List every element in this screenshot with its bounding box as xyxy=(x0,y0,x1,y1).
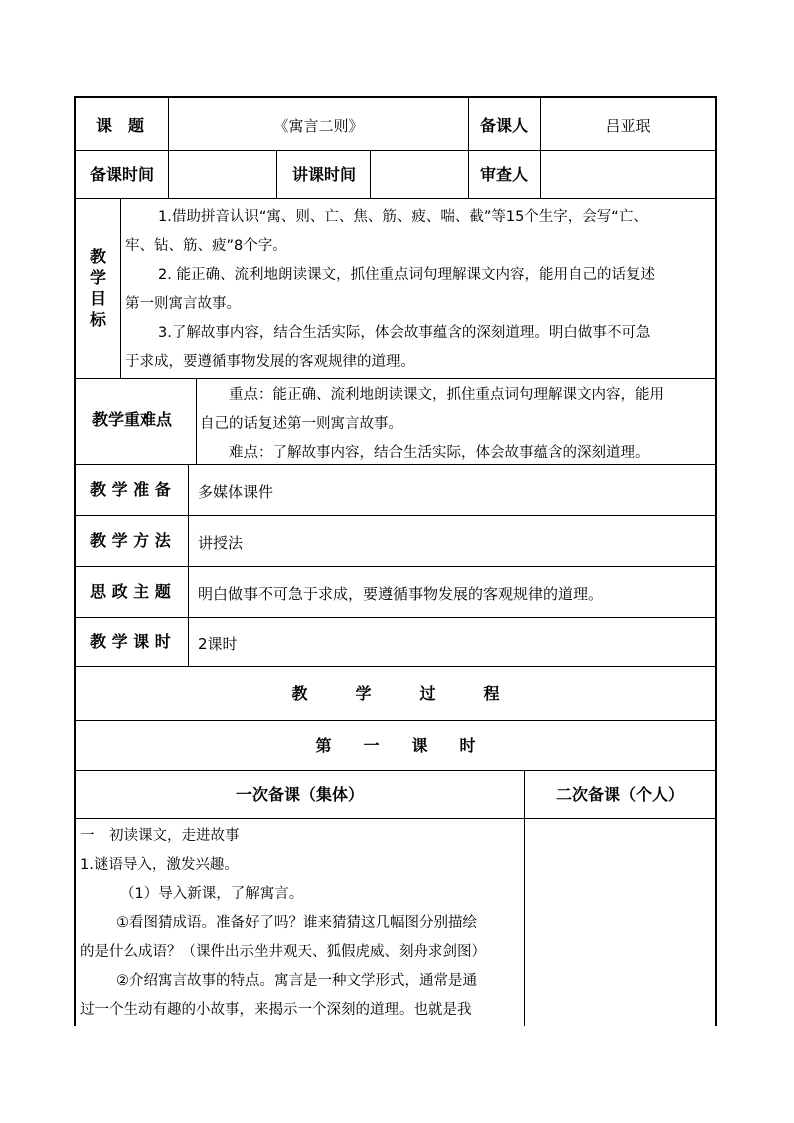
row-divider xyxy=(76,720,715,721)
collective-prep-header: 一次备课（集体） xyxy=(235,785,364,804)
preparer-label: 备课人 xyxy=(480,116,529,135)
hours-value: 2课时 xyxy=(198,635,238,653)
row-divider xyxy=(76,150,715,151)
col-divider xyxy=(196,378,197,464)
row-divider xyxy=(76,818,715,819)
goals-label: 教 学 目 标 xyxy=(89,247,106,329)
prep-value: 多媒体课件 xyxy=(198,483,274,501)
key-points-text: 重点：能正确、流利地朗读课文，抓住重点词句理解课文内容，能用 自己的话复述第一则寓言故事。 难点：了解故事内容，结合生活实际，体会故事蕴含的深刻道理。 xyxy=(200,387,664,461)
row-divider xyxy=(76,566,715,567)
process-title: 教 学 过 程 xyxy=(291,684,500,703)
row-divider xyxy=(76,770,715,771)
ideology-value: 明白做事不可急于求成，要遵循事物发展的客观规律的道理。 xyxy=(198,585,604,603)
key-points-label: 教学重难点 xyxy=(92,410,173,429)
col-divider xyxy=(468,98,469,198)
method-value: 讲授法 xyxy=(198,534,244,552)
title-label: 课 题 xyxy=(96,116,145,135)
col-divider xyxy=(540,98,541,198)
reviewer-label: 审查人 xyxy=(480,165,529,184)
col-divider xyxy=(188,464,189,666)
personal-prep-header: 二次备课（个人） xyxy=(555,785,684,804)
row-divider xyxy=(76,378,715,379)
col-divider xyxy=(370,150,371,198)
title-value: 《寓言二则》 xyxy=(273,117,364,135)
collective-prep-content: 一 初读课文，走进故事 1.谜语导入，激发兴趣。 （1）导入新课，了解寓言。 ①看图猜成语。准备好了吗？谁来猜猜这几幅图分别描绘 的是什么成语？（课件出示坐井观天、狐假虎威、刻舟求剑图） ②介绍寓言故事的特点。寓言是一种文学形式，通常是通 过一个生动有趣的小故事，来揭示一个深刻的道理。也就是我 xyxy=(80,828,486,1018)
row-divider xyxy=(76,198,715,199)
prep-label: 教 学 准 备 xyxy=(90,480,171,499)
col-divider xyxy=(120,198,121,378)
lecture-time-label: 讲课时间 xyxy=(292,165,357,184)
preparer-value: 吕亚珉 xyxy=(605,117,651,135)
row-divider xyxy=(76,666,715,667)
col-divider xyxy=(524,770,525,1026)
method-label: 教 学 方 法 xyxy=(90,531,171,550)
lesson-title: 第 一 课 时 xyxy=(315,736,476,755)
prep-time-label: 备课时间 xyxy=(90,165,155,184)
personal-prep-content xyxy=(526,820,714,1026)
ideology-label: 思 政 主 题 xyxy=(90,582,171,601)
row-divider xyxy=(76,515,715,516)
hours-label: 教 学 课 时 xyxy=(90,632,171,651)
col-divider xyxy=(276,150,277,198)
goals-text: 1.借助拼音认识“寓、则、亡、焦、筋、疲、喘、截”等15个生字，会写“亡、 牢、钻、筋、疲”8个字。 2. 能正确、流利地朗读课文，抓住重点词句理解课文内容，能用自己的话复述 第一则寓言故事。 3.了解故事内容，结合生活实际，体会故事蕴含的深刻道理。明白做事不可急 于求成，要遵循事物发展的客观规律的道理。 xyxy=(125,209,655,370)
row-divider xyxy=(76,617,715,618)
col-divider xyxy=(168,98,169,198)
